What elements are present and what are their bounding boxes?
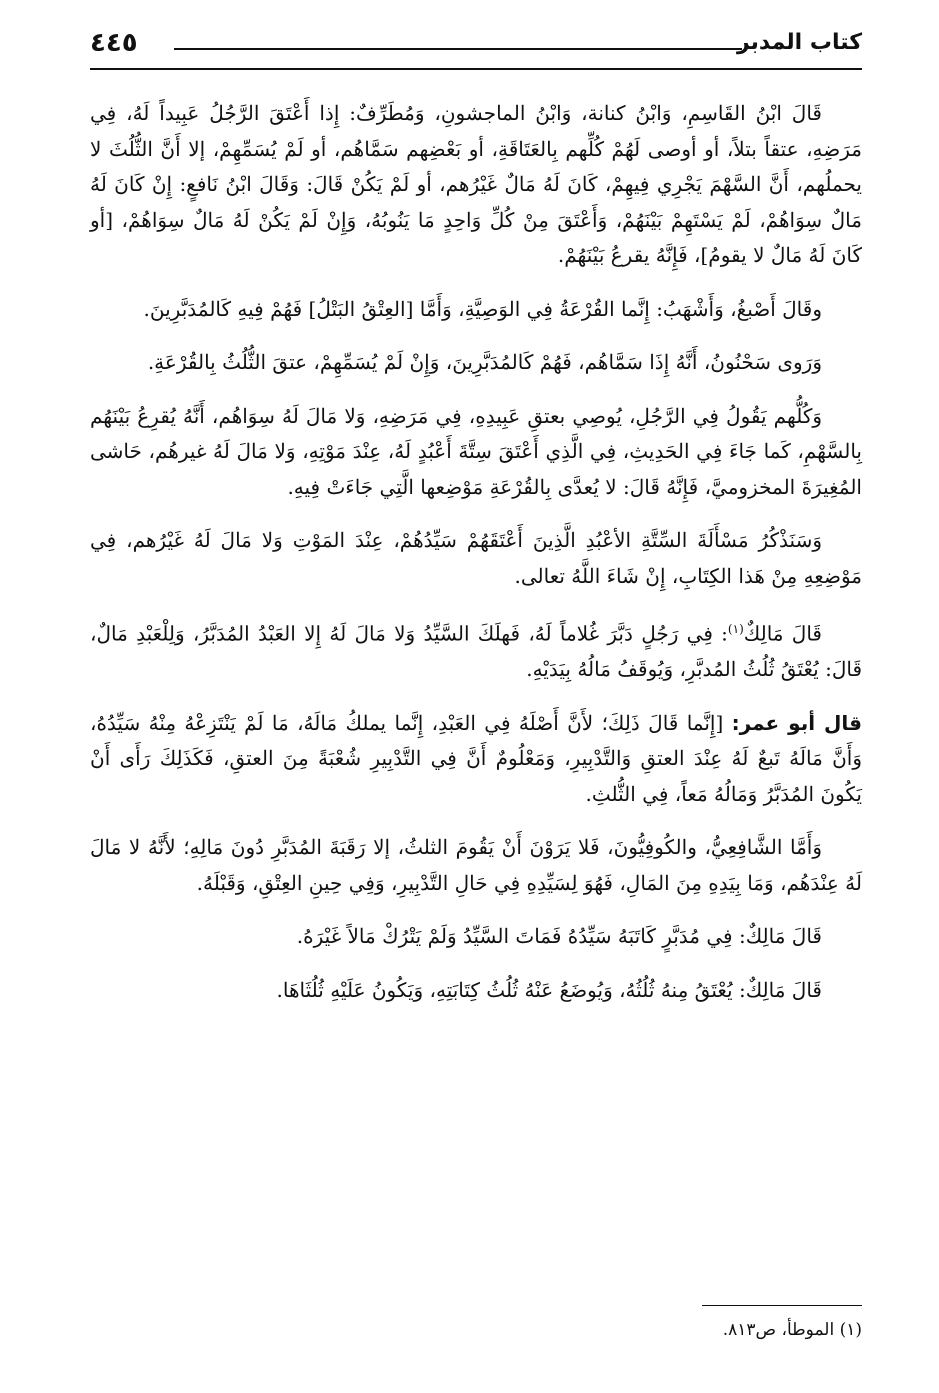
paragraph: وقَالَ أَصْبغُ، وَأَشْهَبُ: إِنَّما القُرْعَةُ فِي الوَصِيَّةِ، وَأَمَّا [العِتْقُ البَتْلُ] فَهُمْ فِيهِ كَالمُدَبَّرِينَ. bbox=[143, 296, 822, 321]
running-title: كتاب المدبر bbox=[736, 30, 862, 55]
paragraph-text: : فِي رَجُلٍ دَبَّرَ غُلاماً لَهُ، فَهلَكَ السَّيِّدُ وَلا مَالَ لَهُ إِلا العَبْدُ المُدَبَّرُ، وَلِلْعَبْدِ مَالٌ، قَالَ: يُعْتَقُ ثُلُثُ المُدبَّرِ، وَيُوقَفُ مَالُهُ بِيَدَيْهِ. bbox=[90, 621, 862, 682]
speaker-label: قال أبو عمر: bbox=[731, 710, 862, 735]
paragraph bbox=[90, 706, 862, 813]
page-header bbox=[90, 28, 862, 70]
footnote-marker[interactable]: (١) bbox=[727, 622, 744, 636]
paragraph-text: قَالَ مَالِكٌ bbox=[743, 621, 822, 646]
paragraph-text: [إِنَّما قَالَ ذَلِكَ؛ لأَنَّ أَصْلَهُ فِي العَبْدِ، إِنَّما يملكُ مَالَهُ، مَا لَمْ يَنْتَزِعْهُ مِنْهُ سَيِّدُهُ، وَأَنَّ مَالَهُ تَبعٌ لَهُ عِنْدَ العتقِ وَالتَّدْبِيرِ، وَمَعْلُومٌ أَنَّ فِي التَّدْبِيرِ شُعْبَةً مِنَ العتقِ، فَكَذَلِكَ رَأَى أَنْ يَكُونَ المُدَبَّرُ وَمَالُهُ مَعاً، فِي الثُّلثِ. bbox=[90, 710, 862, 806]
header-rule bbox=[174, 48, 742, 50]
paragraph: وَكُلُّهم يَقُولُ فِي الرَّجُلِ، يُوصِي بعتقِ عَبِيدِهِ، فِي مَرَضِهِ، وَلا مَالَ لَهُ سِوَاهُم، أَنَّهُ يُقرِعُ بَيْنَهُم بِالسَّهْمِ، كَما جَاءَ فِي الحَدِيثِ، فِي الَّذِي أَعْتَقَ سِتَّةَ أَعْبُدٍ لَهُ، عِنْدَ مَوْتِهِ، وَلا مَالَ لَهُ غيرهُم، حَاشى المُغِيرَةَ المخزوميَّ، فَإِنَّهُ قَالَ: لا يُعدَّى بِالقُرْعَةِ مَوْضِعها الَّتِي جَاءَتْ فِيهِ. bbox=[90, 403, 862, 499]
paragraph: قَالَ مَالِكٌ: يُعْتَقُ مِنهُ ثُلُثُهُ، وَيُوضَعُ عَنْهُ ثُلُثُ كِتَابَتِهِ، وَيَكُونُ عَلَيْهِ ثُلُثَاهَا. bbox=[276, 977, 822, 1002]
paragraph: وَسَنَذْكُرُ مَسْأَلَةَ السِّتَّةِ الأعْبُدِ الَّذِينَ أَعْتَقَهُمْ سَيِّدُهُمْ، عِنْدَ المَوْتِ وَلا مَالَ لَهُ غَيْرُهم، فِي مَوْضِعِهِ مِنْ هَذا الكِتَابِ، إِنْ شَاءَ اللَّهُ تعالى. bbox=[90, 528, 862, 588]
paragraph: وَأَمَّا الشَّافِعِيُّ، والكُوفِيُّونَ، فَلا يَرَوْنَ أَنْ يَقُومَ الثلثُ، إلا رَقَبَةَ المُدَبَّرِ دُونَ مَالِهِ؛ لأَنَّهُ لا مَالَ لَهُ عِنْدَهُم، وَمَا بِيَدِهِ مِنَ المَالِ، فَهُوَ لِسَيِّدِهِ فِي حَالِ التَّدْبِيرِ، وَفِي حِينِ العِتْقِ، وَقَبْلَهُ. bbox=[90, 835, 862, 895]
footnote-separator bbox=[702, 1305, 862, 1306]
paragraph: وَرَوى سَحْنُونُ، أَنَّهُ إِذَا سَمَّاهُم، فَهُمْ كَالمُدَبَّرِينَ، وَإِنْ لَمْ يُسَمِّهِمْ، عتقَ الثُّلُثُ بِالقُرْعَةِ. bbox=[147, 350, 822, 374]
paragraph bbox=[90, 612, 862, 688]
page-number: ٤٤٥ bbox=[90, 28, 138, 58]
footnote: (١) الموطأ، ص٨١٣. bbox=[722, 1320, 862, 1340]
page-body bbox=[90, 96, 862, 1026]
paragraph: قَالَ ابْنُ القَاسِمِ، وَابْنُ كنانة، وَابْنُ الماجشونِ، وَمُطَرِّفٌ: إِذا أَعْتَقَ الرَّجُلُ عَبِيداً لَهُ، فِي مَرَضِهِ، عتقاً بتلاً، أو أوصى لَهُمْ كُلِّهم بِالعَتَاقَةِ، أو بَعْضِهم سَمَّاهُم، أو لَمْ يُسَمِّهِمْ، إلا أَنَّ الثُّلُثَ لا يحملُهم، أَنَّ السَّهْمَ يَجْرِي فِيهِمْ، كَانَ لَهُ مَالٌ غَيْرُهم، أو لَمْ يَكُنْ قَالَ: وَقَالَ ابْنُ نَافعٍ: إِنْ كَانَ لَهُ مَالٌ سِوَاهُمْ، لَمْ يَسْتَهِمْ بَيْنَهُمْ، وَأَعْتَقَ مِنْ كُلِّ وَاحِدٍ مَا يَنُوبُهُ، وَإِنْ لَمْ يَكُنْ لَهُ مَالٌ سِوَاهُمْ، [أو كَانَ لَهُ مَالٌ لا يقومُ]، فَإِنَّهُ يقرعُ بَيْنَهُمْ. bbox=[90, 101, 862, 267]
paragraph: قَالَ مَالِكٌ: فِي مُدَبَّرٍ كَاتَبَهُ سَيِّدُهُ فَمَاتَ السَّيِّدُ وَلَمْ يَتْرُكْ مَالاً غَيْرَهُ. bbox=[296, 924, 822, 949]
header-divider bbox=[90, 68, 862, 70]
